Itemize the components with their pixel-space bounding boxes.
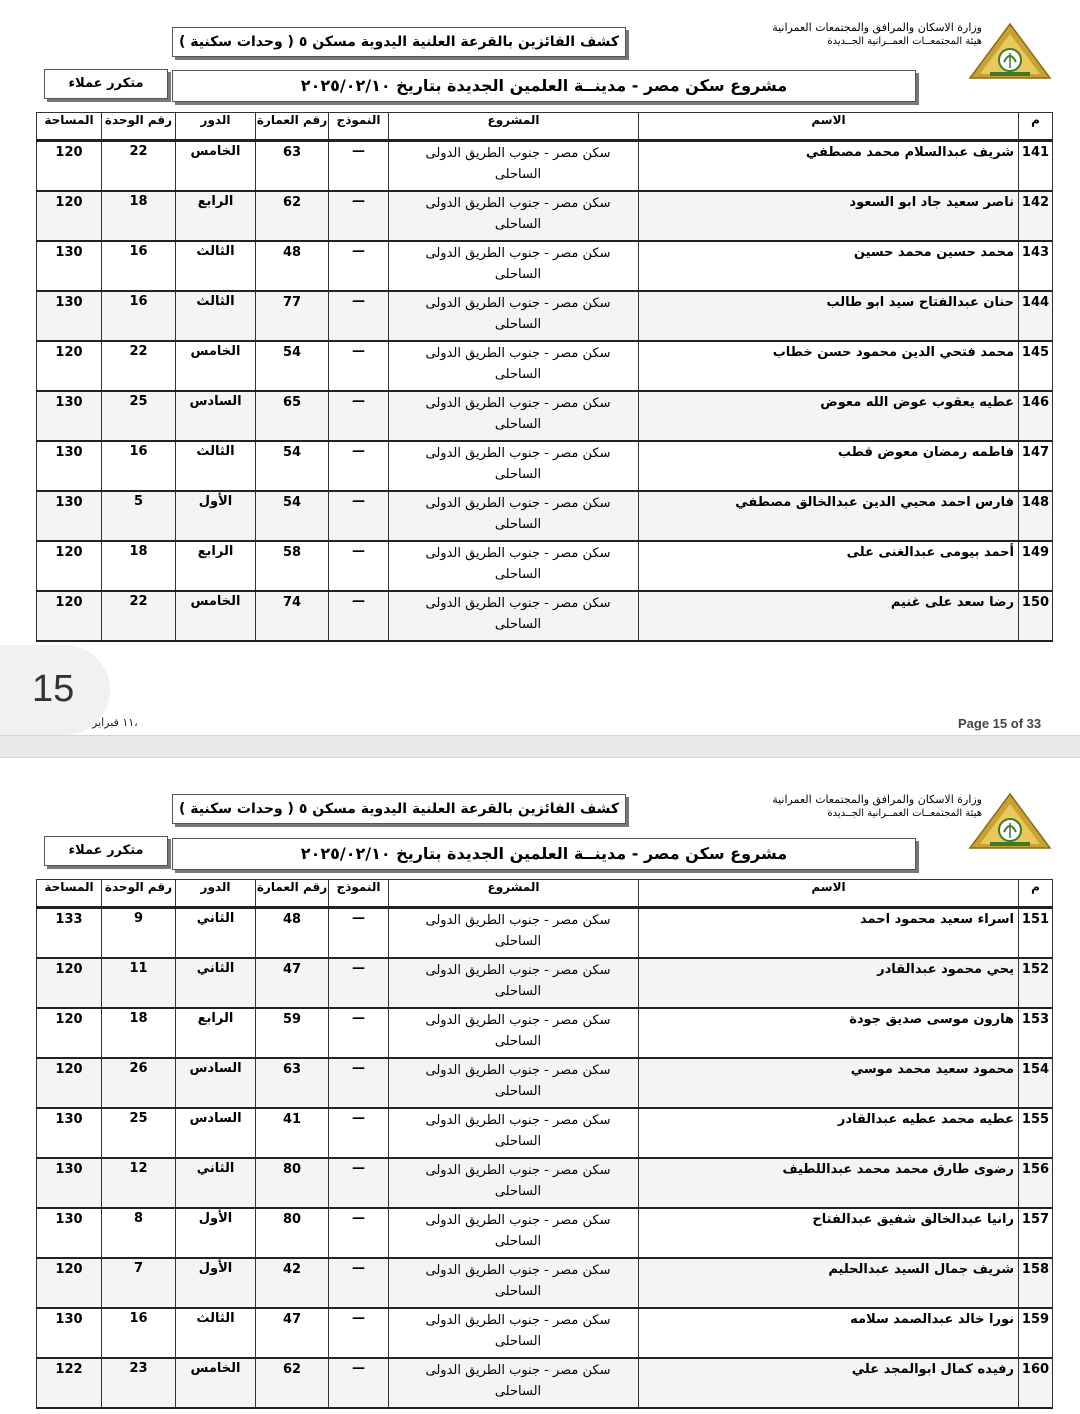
table-row — [37, 1108, 1053, 1158]
cell-unit: 8 — [102, 1208, 176, 1258]
cell-floor: الثالث — [176, 291, 256, 341]
cell-unit: 9 — [102, 908, 176, 959]
cell-name: رضا سعد على غنيم — [639, 591, 1019, 641]
cell-num: 151 — [1019, 908, 1053, 959]
cell-model: — — [329, 441, 389, 491]
cell-building: 47 — [256, 958, 329, 1008]
project-text: سكن مصر - جنوب الطريق الدولى الساحلى — [425, 546, 611, 582]
col-header-building: رقم العمارة — [256, 113, 329, 141]
cell-project — [389, 908, 639, 959]
cell-name: رضوى طارق محمد محمد عبداللطيف — [639, 1158, 1019, 1208]
cell-project — [389, 1358, 639, 1408]
cell-name: نورا خالد عبدالصمد سلامه — [639, 1308, 1019, 1358]
col-header-floor: الدور — [176, 880, 256, 908]
cell-model: — — [329, 1108, 389, 1158]
cell-model: — — [329, 1308, 389, 1358]
ministry-line-2: هيئة المجتمعــات العمــرانية الجــديدة — [827, 36, 982, 47]
project-text: سكن مصر - جنوب الطريق الدولى الساحلى — [425, 1113, 611, 1149]
cell-area: 133 — [37, 908, 102, 959]
cell-floor: الخامس — [176, 341, 256, 391]
cell-model: — — [329, 1358, 389, 1408]
cell-model: — — [329, 391, 389, 441]
cell-num: 154 — [1019, 1058, 1053, 1108]
cell-num: 160 — [1019, 1358, 1053, 1408]
cell-unit: 26 — [102, 1058, 176, 1108]
cell-num: 150 — [1019, 591, 1053, 641]
col-header-num: م — [1019, 880, 1053, 908]
cell-name: رانيا عبدالخالق شفيق عبدالفتاح — [639, 1208, 1019, 1258]
cell-project — [389, 1258, 639, 1308]
cell-area: 122 — [37, 1358, 102, 1408]
cell-building: 59 — [256, 1008, 329, 1058]
cell-model: — — [329, 541, 389, 591]
cell-model: — — [329, 1208, 389, 1258]
project-text: سكن مصر - جنوب الطريق الدولى الساحلى — [425, 246, 611, 282]
col-header-num: م — [1019, 113, 1053, 141]
project-text: سكن مصر - جنوب الطريق الدولى الساحلى — [425, 1163, 611, 1199]
project-date-box: مشروع سكن مصر - مدينــة العلمين الجديدة بتاريخ ٢٠٢٥/٠٢/١٠ — [172, 70, 916, 102]
cell-floor: الأول — [176, 1208, 256, 1258]
cell-area: 130 — [37, 1308, 102, 1358]
cell-floor: السادس — [176, 391, 256, 441]
cell-name: رفيده كمال ابوالمجد علي — [639, 1358, 1019, 1408]
cell-model: — — [329, 341, 389, 391]
cell-unit: 11 — [102, 958, 176, 1008]
table-row — [37, 1208, 1053, 1258]
cell-project — [389, 441, 639, 491]
col-header-floor: الدور — [176, 113, 256, 141]
cell-building: 48 — [256, 241, 329, 291]
cell-project — [389, 1208, 639, 1258]
cell-unit: 18 — [102, 1008, 176, 1058]
cell-name: محمد فتحي الدين محمود حسن خطاب — [639, 341, 1019, 391]
cell-num: 145 — [1019, 341, 1053, 391]
cell-num: 156 — [1019, 1158, 1053, 1208]
cell-name: محمود سعيد محمد موسي — [639, 1058, 1019, 1108]
cell-name: عطيه محمد عطيه عبدالقادر — [639, 1108, 1019, 1158]
project-text: سكن مصر - جنوب الطريق الدولى الساحلى — [425, 1213, 611, 1249]
cell-building: 63 — [256, 141, 329, 192]
table-row — [37, 391, 1053, 441]
cell-model: — — [329, 908, 389, 959]
page-number-indicator: 15 — [32, 668, 75, 710]
cell-unit: 18 — [102, 541, 176, 591]
cell-area: 120 — [37, 1258, 102, 1308]
cell-building: 47 — [256, 1308, 329, 1358]
cell-area: 130 — [37, 1208, 102, 1258]
cell-area: 130 — [37, 441, 102, 491]
cell-floor: الثالث — [176, 241, 256, 291]
cell-num: 147 — [1019, 441, 1053, 491]
cell-area: 120 — [37, 958, 102, 1008]
cell-floor: الخامس — [176, 141, 256, 192]
cell-floor: الثالث — [176, 441, 256, 491]
cell-num: 159 — [1019, 1308, 1053, 1358]
cell-unit: 7 — [102, 1258, 176, 1308]
cell-floor: الخامس — [176, 591, 256, 641]
cell-project — [389, 1308, 639, 1358]
cell-floor: الرابع — [176, 541, 256, 591]
footer-date: ١١ فبراير، — [92, 716, 138, 729]
col-header-project: المشروع — [389, 880, 639, 908]
cell-unit: 22 — [102, 141, 176, 192]
cell-building: 63 — [256, 1058, 329, 1108]
cell-building: 74 — [256, 591, 329, 641]
project-text: سكن مصر - جنوب الطريق الدولى الساحلى — [425, 1313, 611, 1349]
cell-num: 142 — [1019, 191, 1053, 241]
cell-model: — — [329, 1258, 389, 1308]
list-title-box: كشف الفائزين بالقرعة العلنية اليدوية مسكن ٥ ( وحدات سكنية ) — [172, 27, 626, 57]
cell-unit: 16 — [102, 1308, 176, 1358]
cell-building: 80 — [256, 1208, 329, 1258]
cell-building: 54 — [256, 441, 329, 491]
authority-logo-icon — [968, 22, 1052, 80]
cell-project — [389, 958, 639, 1008]
repeat-customers-label: متكرر عملاء — [44, 69, 168, 99]
cell-project — [389, 1158, 639, 1208]
cell-project — [389, 191, 639, 241]
project-text: سكن مصر - جنوب الطريق الدولى الساحلى — [425, 913, 611, 949]
cell-name: محمد حسين محمد حسين — [639, 241, 1019, 291]
col-header-unit: رقم الوحدة — [102, 113, 176, 141]
cell-area: 120 — [37, 191, 102, 241]
cell-area: 120 — [37, 141, 102, 192]
cell-floor: الثالث — [176, 1308, 256, 1358]
cell-unit: 16 — [102, 291, 176, 341]
project-text: سكن مصر - جنوب الطريق الدولى الساحلى — [425, 596, 611, 632]
project-date-box: مشروع سكن مصر - مدينــة العلمين الجديدة بتاريخ ٢٠٢٥/٠٢/١٠ — [172, 838, 916, 870]
table-row — [37, 1158, 1053, 1208]
cell-num: 149 — [1019, 541, 1053, 591]
cell-name: ناصر سعيد جاد ابو السعود — [639, 191, 1019, 241]
cell-area: 120 — [37, 341, 102, 391]
cell-project — [389, 1008, 639, 1058]
project-text: سكن مصر - جنوب الطريق الدولى الساحلى — [425, 296, 611, 332]
cell-num: 143 — [1019, 241, 1053, 291]
cell-area: 120 — [37, 1008, 102, 1058]
project-text: سكن مصر - جنوب الطريق الدولى الساحلى — [425, 1263, 611, 1299]
cell-building: 41 — [256, 1108, 329, 1158]
col-header-project: المشروع — [389, 113, 639, 141]
cell-num: 144 — [1019, 291, 1053, 341]
col-header-name: الاسم — [639, 880, 1019, 908]
cell-unit: 22 — [102, 341, 176, 391]
cell-model: — — [329, 291, 389, 341]
cell-name: هارون موسى صديق جودة — [639, 1008, 1019, 1058]
cell-floor: الرابع — [176, 191, 256, 241]
cell-floor: الثاني — [176, 958, 256, 1008]
cell-building: 77 — [256, 291, 329, 341]
col-header-model: النموذج — [329, 113, 389, 141]
cell-area: 130 — [37, 491, 102, 541]
list-title-box: كشف الفائزين بالقرعة العلنية اليدوية مسكن ٥ ( وحدات سكنية ) — [172, 794, 626, 824]
cell-model: — — [329, 241, 389, 291]
cell-floor: السادس — [176, 1108, 256, 1158]
table-row — [37, 441, 1053, 491]
col-header-area: المساحة — [37, 880, 102, 908]
page-count-footer: Page 15 of 33 — [958, 716, 1042, 731]
cell-floor: الثاني — [176, 908, 256, 959]
table-row — [37, 958, 1053, 1008]
cell-num: 153 — [1019, 1008, 1053, 1058]
cell-model: — — [329, 491, 389, 541]
cell-building: 62 — [256, 191, 329, 241]
cell-area: 130 — [37, 291, 102, 341]
cell-building: 65 — [256, 391, 329, 441]
cell-area: 130 — [37, 1108, 102, 1158]
cell-area: 120 — [37, 591, 102, 641]
cell-area: 120 — [37, 1058, 102, 1108]
table-header-row — [37, 113, 1053, 141]
document-page-2 — [0, 758, 1080, 1414]
cell-unit: 12 — [102, 1158, 176, 1208]
cell-unit: 23 — [102, 1358, 176, 1408]
col-header-unit: رقم الوحدة — [102, 880, 176, 908]
cell-name: شريف جمال السيد عبدالحليم — [639, 1258, 1019, 1308]
cell-area: 130 — [37, 241, 102, 291]
cell-area: 130 — [37, 1158, 102, 1208]
col-header-name: الاسم — [639, 113, 1019, 141]
cell-name: فاطمه رمضان معوض قطب — [639, 441, 1019, 491]
table-row — [37, 491, 1053, 541]
project-text: سكن مصر - جنوب الطريق الدولى الساحلى — [425, 1063, 611, 1099]
cell-area: 130 — [37, 391, 102, 441]
cell-name: عطيه يعقوب عوض الله معوض — [639, 391, 1019, 441]
cell-project — [389, 141, 639, 192]
table-header-row — [37, 880, 1053, 908]
cell-building: 54 — [256, 491, 329, 541]
cell-num: 141 — [1019, 141, 1053, 192]
col-header-model: النموذج — [329, 880, 389, 908]
table-row — [37, 1058, 1053, 1108]
project-text: سكن مصر - جنوب الطريق الدولى الساحلى — [425, 963, 611, 999]
cell-floor: الخامس — [176, 1358, 256, 1408]
project-text: سكن مصر - جنوب الطريق الدولى الساحلى — [425, 1013, 611, 1049]
project-text: سكن مصر - جنوب الطريق الدولى الساحلى — [425, 396, 611, 432]
cell-num: 158 — [1019, 1258, 1053, 1308]
cell-model: — — [329, 1008, 389, 1058]
cell-name: أحمد بيومى عبدالغنى على — [639, 541, 1019, 591]
table-row — [37, 1008, 1053, 1058]
cell-floor: السادس — [176, 1058, 256, 1108]
cell-project — [389, 341, 639, 391]
cell-unit: 25 — [102, 1108, 176, 1158]
cell-floor: الأول — [176, 491, 256, 541]
table-row — [37, 341, 1053, 391]
cell-project — [389, 241, 639, 291]
cell-name: حنان عبدالفتاح سيد ابو طالب — [639, 291, 1019, 341]
cell-num: 157 — [1019, 1208, 1053, 1258]
cell-model: — — [329, 141, 389, 192]
table-row — [37, 141, 1053, 192]
cell-project — [389, 491, 639, 541]
authority-logo-icon — [968, 792, 1052, 850]
cell-building: 54 — [256, 341, 329, 391]
cell-unit: 22 — [102, 591, 176, 641]
table-row — [37, 191, 1053, 241]
ministry-line-1: وزارة الاسكان والمرافق والمجتمعات العمرانية — [772, 21, 982, 34]
cell-num: 155 — [1019, 1108, 1053, 1158]
project-text: سكن مصر - جنوب الطريق الدولى الساحلى — [425, 1363, 611, 1399]
cell-project — [389, 541, 639, 591]
project-text: سكن مصر - جنوب الطريق الدولى الساحلى — [425, 496, 611, 532]
col-header-building: رقم العمارة — [256, 880, 329, 908]
table-row — [37, 591, 1053, 641]
cell-building: 42 — [256, 1258, 329, 1308]
cell-name: يحي محمود عبدالقادر — [639, 958, 1019, 1008]
cell-floor: الثاني — [176, 1158, 256, 1208]
ministry-line-2: هيئة المجتمعــات العمــرانية الجــديدة — [827, 808, 982, 819]
table-row — [37, 541, 1053, 591]
cell-project — [389, 591, 639, 641]
project-text: سكن مصر - جنوب الطريق الدولى الساحلى — [425, 146, 611, 182]
table-row — [37, 291, 1053, 341]
cell-model: — — [329, 191, 389, 241]
cell-unit: 16 — [102, 241, 176, 291]
ministry-line-1: وزارة الاسكان والمرافق والمجتمعات العمرانية — [772, 793, 982, 806]
table-row — [37, 241, 1053, 291]
col-header-area: المساحة — [37, 113, 102, 141]
cell-name: اسراء سعيد محمود احمد — [639, 908, 1019, 959]
cell-project — [389, 391, 639, 441]
cell-model: — — [329, 958, 389, 1008]
cell-unit: 5 — [102, 491, 176, 541]
ministry-heading — [736, 21, 982, 49]
cell-model: — — [329, 1058, 389, 1108]
cell-area: 120 — [37, 541, 102, 591]
cell-project — [389, 1058, 639, 1108]
cell-building: 62 — [256, 1358, 329, 1408]
cell-unit: 25 — [102, 391, 176, 441]
winners-table-page-2 — [36, 879, 1053, 1409]
project-text: سكن مصر - جنوب الطريق الدولى الساحلى — [425, 346, 611, 382]
table-row — [37, 1258, 1053, 1308]
cell-building: 80 — [256, 1158, 329, 1208]
cell-num: 148 — [1019, 491, 1053, 541]
cell-floor: الأول — [176, 1258, 256, 1308]
cell-model: — — [329, 1158, 389, 1208]
cell-floor: الرابع — [176, 1008, 256, 1058]
table-row — [37, 908, 1053, 959]
page-separator — [0, 735, 1080, 758]
cell-name: شريف عبدالسلام محمد مصطفي — [639, 141, 1019, 192]
cell-building: 48 — [256, 908, 329, 959]
cell-project — [389, 291, 639, 341]
cell-unit: 16 — [102, 441, 176, 491]
cell-model: — — [329, 591, 389, 641]
table-row — [37, 1358, 1053, 1408]
cell-name: فارس احمد محيي الدين عبدالخالق مصطفي — [639, 491, 1019, 541]
cell-unit: 18 — [102, 191, 176, 241]
cell-project — [389, 1108, 639, 1158]
repeat-customers-label: متكرر عملاء — [44, 836, 168, 866]
cell-num: 146 — [1019, 391, 1053, 441]
project-text: سكن مصر - جنوب الطريق الدولى الساحلى — [425, 446, 611, 482]
winners-table-page-1 — [36, 112, 1053, 642]
cell-building: 58 — [256, 541, 329, 591]
ministry-heading — [736, 793, 982, 821]
table-row — [37, 1308, 1053, 1358]
cell-num: 152 — [1019, 958, 1053, 1008]
project-text: سكن مصر - جنوب الطريق الدولى الساحلى — [425, 196, 611, 232]
